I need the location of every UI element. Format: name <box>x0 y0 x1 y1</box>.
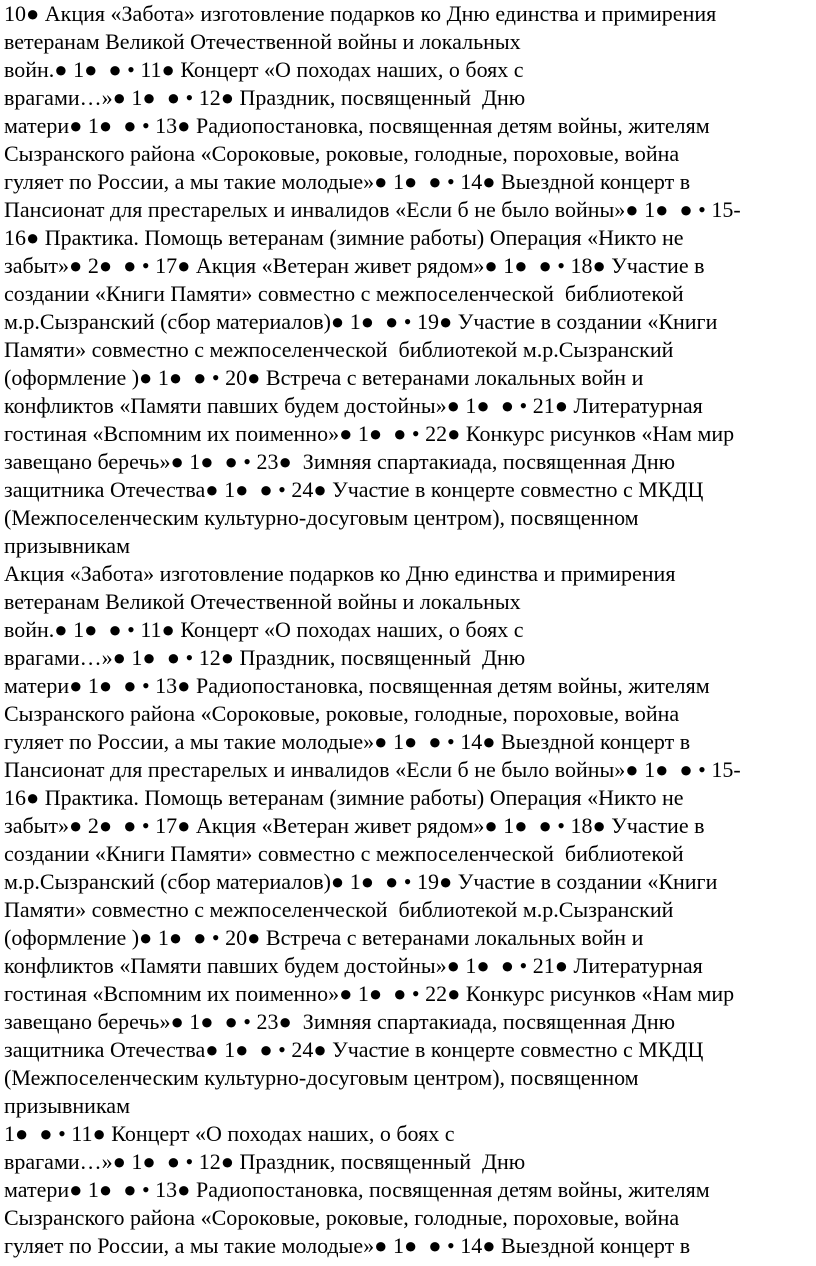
text-line: гостиная «Вспомним их поименно»● 1● ● • 22● Конкурс рисунков «Нам мир <box>4 981 735 1006</box>
text-line: (Межпоселенческим культурно-досуговым центром), посвященном <box>4 1065 639 1090</box>
text-line: войн.● 1● ● • 11● Концерт «О походах наших, о боях с <box>4 617 524 642</box>
text-line: 10● Акция «Забота» изготовление подарков ко Дню единства и примирения <box>4 1 717 26</box>
text-line: 1● ● • 11● Концерт «О походах наших, о боях с <box>4 1121 455 1146</box>
document-text <box>4 0 812 1260</box>
text-line: гуляет по России, а мы такие молодые»● 1● ● • 14● Выездной концерт в <box>4 1233 691 1258</box>
text-line: ветеранам Великой Отечественной войны и локальных <box>4 589 521 614</box>
text-line: Сызранского района «Сороковые, роковые, голодные, пороховые, война <box>4 701 680 726</box>
text-line: врагами…»● 1● ● • 12● Праздник, посвященный Дню <box>4 1149 526 1174</box>
text-line: конфликтов «Памяти павших будем достойны»● 1● ● • 21● Литературная <box>4 953 703 978</box>
text-line: гуляет по России, а мы такие молодые»● 1● ● • 14● Выездной концерт в <box>4 169 691 194</box>
text-line: забыт»● 2● ● • 17● Акция «Ветеран живет рядом»● 1● ● • 18● Участие в <box>4 253 705 278</box>
text-line: защитника Отечества● 1● ● • 24● Участие в концерте совместно с МКДЦ <box>4 1037 704 1062</box>
text-line: матери● 1● ● • 13● Радиопостановка, посвященная детям войны, жителям <box>4 1177 710 1202</box>
text-line: войн.● 1● ● • 11● Концерт «О походах наших, о боях с <box>4 57 524 82</box>
text-line: ветеранам Великой Отечественной войны и локальных <box>4 29 521 54</box>
text-line: гостиная «Вспомним их поименно»● 1● ● • 22● Конкурс рисунков «Нам мир <box>4 421 735 446</box>
text-line: завещано беречь»● 1● ● • 23● Зимняя спартакиада, посвященная Дню <box>4 449 676 474</box>
text-line: Сызранского района «Сороковые, роковые, голодные, пороховые, война <box>4 1205 680 1230</box>
text-line: Пансионат для престарелых и инвалидов «Если б не было войны»● 1● ● • 15- <box>4 757 741 782</box>
text-line: Сызранского района «Сороковые, роковые, голодные, пороховые, война <box>4 141 680 166</box>
text-line: завещано беречь»● 1● ● • 23● Зимняя спартакиада, посвященная Дню <box>4 1009 676 1034</box>
text-line: создании «Книги Памяти» совместно с межпоселенческой библиотекой <box>4 841 684 866</box>
text-line: врагами…»● 1● ● • 12● Праздник, посвященный Дню <box>4 645 526 670</box>
text-line: Памяти» совместно с межпоселенческой библиотекой м.р.Сызранский <box>4 337 674 362</box>
text-line: призывникам <box>4 1093 130 1118</box>
text-line: 16● Практика. Помощь ветеранам (зимние работы) Операция «Никто не <box>4 225 684 250</box>
text-line: матери● 1● ● • 13● Радиопостановка, посвященная детям войны, жителям <box>4 113 710 138</box>
text-line: (оформление )● 1● ● • 20● Встреча с ветеранами локальных войн и <box>4 365 644 390</box>
text-line: матери● 1● ● • 13● Радиопостановка, посвященная детям войны, жителям <box>4 673 710 698</box>
text-line: создании «Книги Памяти» совместно с межпоселенческой библиотекой <box>4 281 684 306</box>
text-line: врагами…»● 1● ● • 12● Праздник, посвященный Дню <box>4 85 526 110</box>
text-line: Памяти» совместно с межпоселенческой библиотекой м.р.Сызранский <box>4 897 674 922</box>
text-line: защитника Отечества● 1● ● • 24● Участие в концерте совместно с МКДЦ <box>4 477 704 502</box>
text-line: Пансионат для престарелых и инвалидов «Если б не было войны»● 1● ● • 15- <box>4 197 741 222</box>
text-line: (оформление )● 1● ● • 20● Встреча с ветеранами локальных войн и <box>4 925 644 950</box>
text-line: Акция «Забота» изготовление подарков ко Дню единства и примирения <box>4 561 676 586</box>
text-line: (Межпоселенческим культурно-досуговым центром), посвященном <box>4 505 639 530</box>
text-line: гуляет по России, а мы такие молодые»● 1● ● • 14● Выездной концерт в <box>4 729 691 754</box>
text-line: м.р.Сызранский (сбор материалов)● 1● ● • 19● Участие в создании «Книги <box>4 309 718 334</box>
text-line: м.р.Сызранский (сбор материалов)● 1● ● • 19● Участие в создании «Книги <box>4 869 718 894</box>
text-line: забыт»● 2● ● • 17● Акция «Ветеран живет рядом»● 1● ● • 18● Участие в <box>4 813 705 838</box>
text-line: призывникам <box>4 533 130 558</box>
text-line: 16● Практика. Помощь ветеранам (зимние работы) Операция «Никто не <box>4 785 684 810</box>
text-line: конфликтов «Памяти павших будем достойны»● 1● ● • 21● Литературная <box>4 393 703 418</box>
